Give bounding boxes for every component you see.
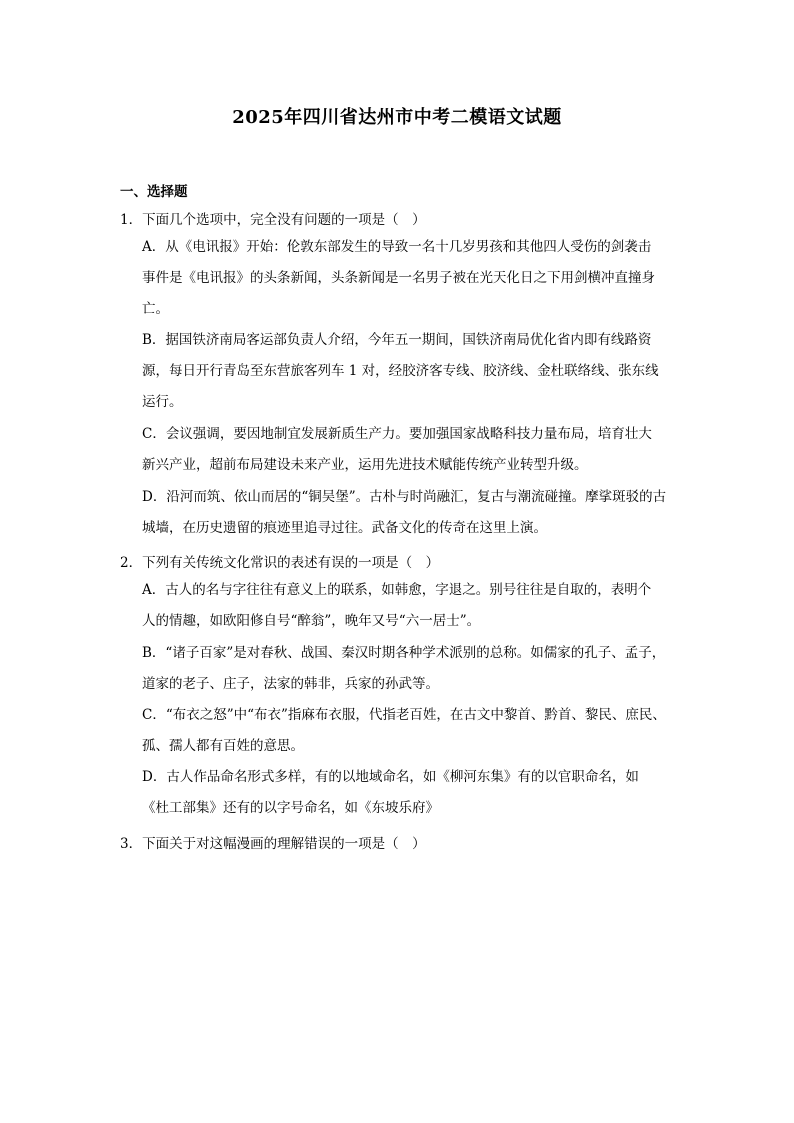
question-1-option-b xyxy=(142,325,687,418)
question-2-option-a xyxy=(142,575,687,637)
option-line: 运行。 xyxy=(142,394,183,410)
option-line: 人的情趣，如欧阳修自号“醉翁”，晚年又号“六一居士”。 xyxy=(142,613,481,629)
option-line: A．从《电讯报》开始：伦敦东部发生的导致一名十几岁男孩和其他四人受伤的剑袭击 xyxy=(142,239,652,255)
option-line: D．沿河而筑、依山而居的“铜吴堡”。古朴与时尚融汇，复古与潮流碰撞。摩挲斑驳的古 xyxy=(142,489,667,505)
option-line: B．“诸子百家”是对春秋、战国、秦汉时期各种学术派别的总称。如儒家的孔子、孟子， xyxy=(142,645,666,661)
document-title: 2025年四川省达州市中考二模语文试题 xyxy=(232,107,562,128)
option-line: D．古人作品命名形式多样，有的以地域命名，如《柳河东集》有的以官职命名，如 xyxy=(142,769,639,785)
option-line: 城墙，在历史遗留的痕迹里追寻过往。武备文化的传奇在这里上演。 xyxy=(142,520,547,536)
question-2-option-c xyxy=(142,700,687,762)
option-line: C．“布衣之怒”中“布衣”指麻布衣服，代指老百姓，在古文中黎首、黔首、黎民、庶民、 xyxy=(142,707,666,723)
option-line: 《杜工部集》还有的以字号命名，如《东坡乐府》 xyxy=(142,800,439,816)
question-2-option-b xyxy=(142,638,687,700)
option-line: 新兴产业，超前布局建设未来产业，运用先进技术赋能传统产业转型升级。 xyxy=(142,457,588,473)
option-line: 亡。 xyxy=(142,301,169,317)
question-1-stem: 1．下面几个选项中，完全没有问题的一项是（ ） xyxy=(120,212,426,228)
option-line: C．会议强调，要因地制宜发展新质生产力。要加强国家战略科技力量布局，培育壮大 xyxy=(142,426,652,442)
option-line: 源，每日开行青岛至东营旅客列车 1 对，经胶济客专线、胶济线、金杜联络线、张东线 xyxy=(142,363,659,379)
question-2-option-d xyxy=(142,762,687,824)
section-heading: 一、选择题 xyxy=(120,184,188,200)
option-line: 孤、孺人都有百姓的意思。 xyxy=(142,738,304,754)
option-line: 事件是《电讯报》的头条新闻，头条新闻是一名男子被在光天化日之下用剑横冲直撞身 xyxy=(142,270,655,286)
question-1-option-d xyxy=(142,482,687,544)
question-3-stem: 3．下面关于对这幅漫画的理解错误的一项是（ ） xyxy=(120,836,426,852)
option-line: B．据国铁济南局客运部负责人介绍，今年五一期间，国铁济南局优化省内即有线路资 xyxy=(142,332,652,348)
question-1-option-c xyxy=(142,419,687,481)
option-line: A．古人的名与字往往有意义上的联系，如韩愈，字退之。别号往往是自取的，表明个 xyxy=(142,582,652,598)
question-2-stem: 2．下列有关传统文化常识的表述有误的一项是（ ） xyxy=(120,555,440,571)
option-line: 道家的老子、庄子，法家的韩非，兵家的孙武等。 xyxy=(142,676,439,692)
question-1-option-a xyxy=(142,232,687,325)
